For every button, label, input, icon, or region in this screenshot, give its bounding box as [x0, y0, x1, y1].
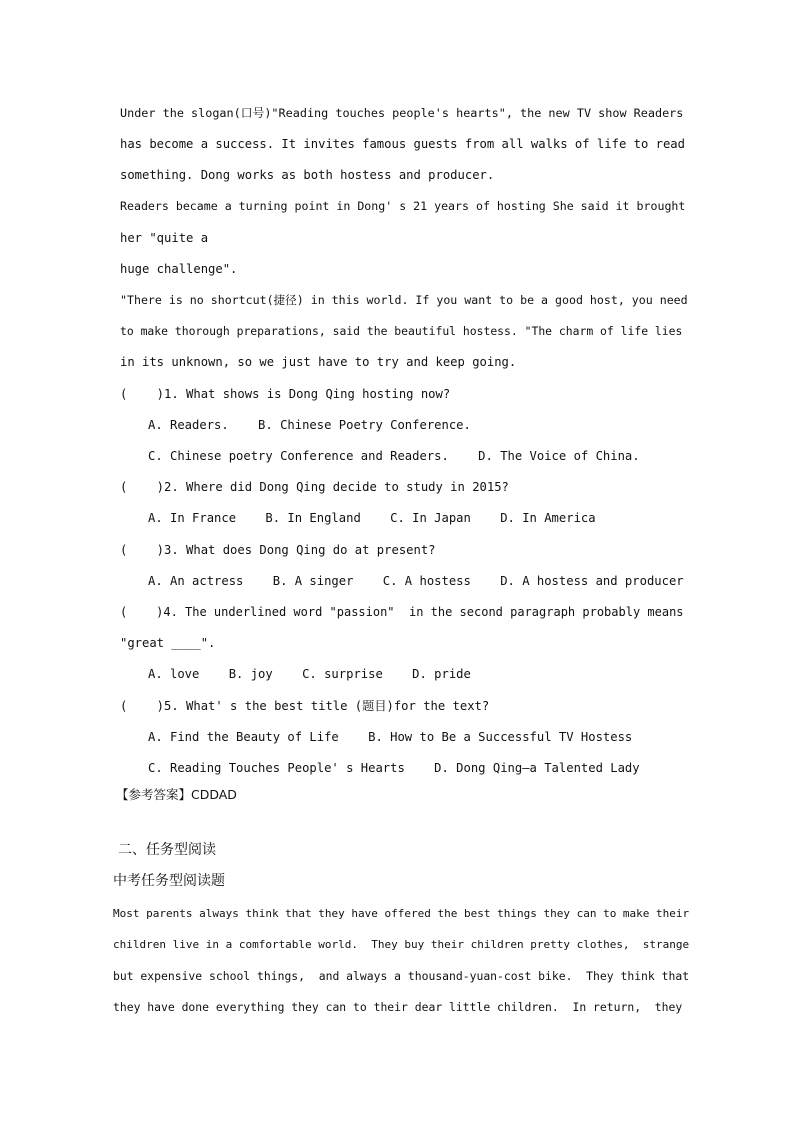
question-stem: ( )3. What does Dong Qing do at present?: [120, 543, 436, 557]
passage-line: Under the slogan(口号)"Reading touches people's hearts", the new TV show Readers: [120, 106, 684, 120]
section2-line: but expensive school things, and always a thousand-yuan-cost bike. They think that: [113, 969, 690, 983]
passage-line: huge challenge".: [120, 262, 238, 276]
section-subheading: 中考任务型阅读题: [113, 873, 225, 889]
question-stem: ( )1. What shows is Dong Qing hosting now?: [120, 387, 451, 401]
passage-line: something. Dong works as both hostess and producer.: [120, 168, 495, 182]
question-options: A. Find the Beauty of Life B. How to Be a Successful TV Hostess: [148, 730, 633, 744]
passage-line: has become a success. It invites famous guests from all walks of life to read: [120, 137, 685, 151]
question-options: C. Chinese poetry Conference and Readers. D. The Voice of China.: [148, 449, 640, 463]
section-heading: 二、任务型阅读: [118, 842, 216, 858]
passage-line: her "quite a: [120, 231, 209, 245]
passage-line: in its unknown, so we just have to try and keep going.: [120, 355, 517, 369]
question-stem: ( )5. What' s the best title (题目)for the text?: [120, 699, 490, 713]
question-stem-continued: "great ____".: [120, 636, 216, 650]
passage-line: to make thorough preparations, said the beautiful hostess. "The charm of life lies: [120, 324, 683, 338]
passage-line: "There is no shortcut(捷径) in this world. If you want to be a good host, you need: [120, 293, 688, 307]
question-options: A. In France B. In England C. In Japan D. In America: [148, 511, 596, 525]
answer-key: 【参考答案】CDDAD: [116, 787, 237, 802]
section2-line: Most parents always think that they have offered the best things they can to make their: [113, 907, 690, 920]
question-options: A. love B. joy C. surprise D. pride: [148, 667, 471, 681]
question-options: A. An actress B. A singer C. A hostess D. A hostess and producer: [148, 574, 684, 588]
question-options: A. Readers. B. Chinese Poetry Conference.: [148, 418, 471, 432]
section2-line: they have done everything they can to their dear little children. In return, they: [113, 1000, 683, 1014]
question-stem: ( )2. Where did Dong Qing decide to study in 2015?: [120, 480, 509, 494]
question-options: C. Reading Touches People' s Hearts D. Dong Qing—a Talented Lady: [148, 761, 640, 775]
question-stem: ( )4. The underlined word "passion" in the second paragraph probably means: [120, 605, 684, 619]
section2-line: children live in a comfortable world. They buy their children pretty clothes, strange: [113, 938, 690, 951]
passage-line: Readers became a turning point in Dong' s 21 years of hosting She said it brought: [120, 199, 686, 213]
